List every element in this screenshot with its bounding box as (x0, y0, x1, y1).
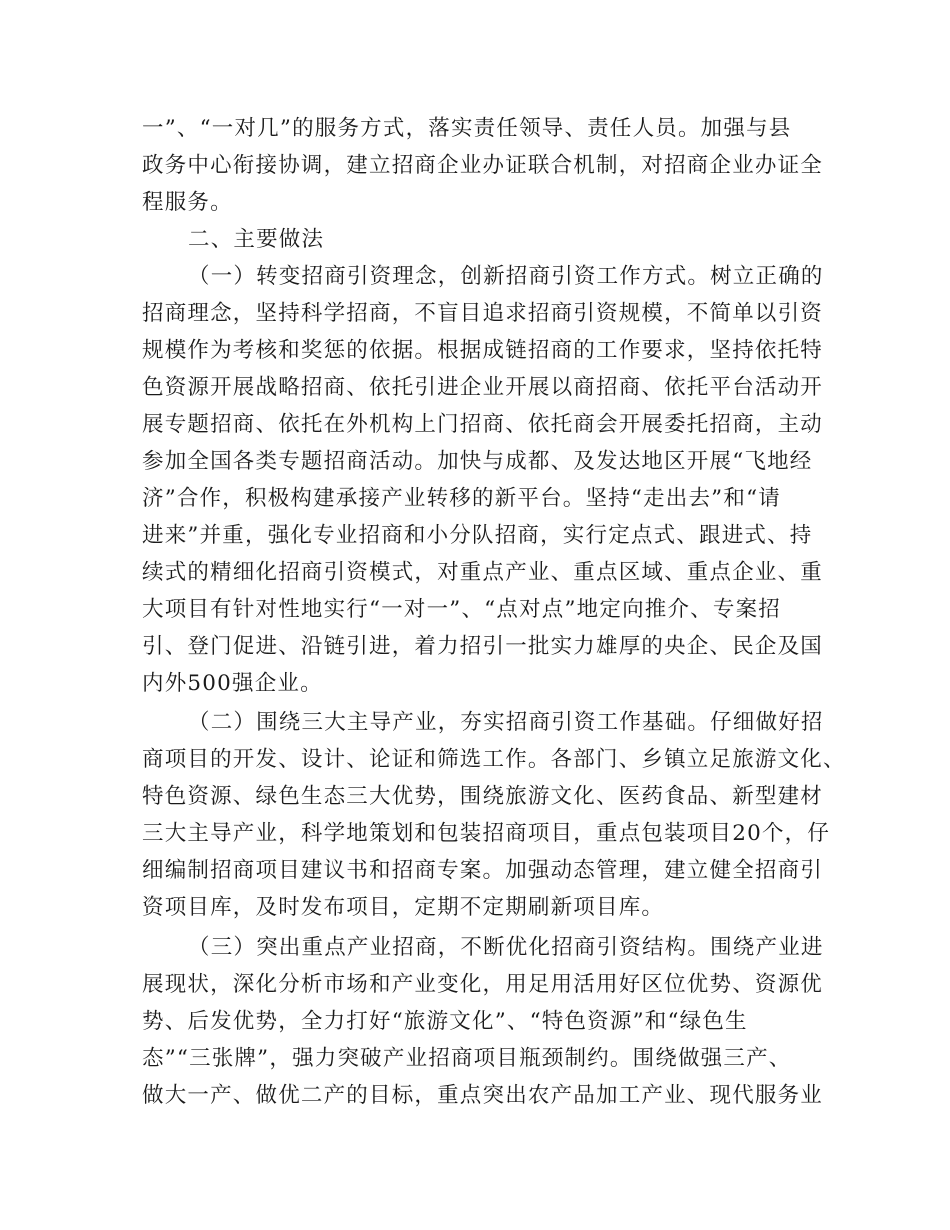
text-line: 续式的精细化招商引资模式，对重点产业、重点区域、重点企业、重 (142, 560, 824, 585)
text-line: 内外500强企业。 (142, 671, 323, 696)
text-line: 色资源开展战略招商、依托引进企业开展以商招商、依托平台活动开 (142, 375, 824, 400)
text-line: 细编制招商项目建议书和招商专案。加强动态管理，建立健全招商引 (142, 858, 824, 883)
text-line: 大项目有针对性地实行“一对一”、“点对点”地定向推介、专案招 (142, 597, 781, 622)
text-line: 引、登门促进、沿链引进，着力招引一批实力雄厚的央企、民企及国 (142, 634, 824, 659)
text-line: 规模作为考核和奖惩的依据。根据成链招商的工作要求，坚持依托特 (142, 338, 824, 363)
text-line: 一”、“一对几”的服务方式，落实责任领导、责任人员。加强与县 (142, 116, 792, 141)
paragraph-heading-line: （三）突出重点产业招商，不断优化招商引资结构。围绕产业进 (188, 935, 824, 960)
paragraph-heading-line: （二）围绕三大主导产业，夯实招商引资工作基础。仔细做好招 (188, 710, 824, 735)
text-line: 做大一产、做优二产的目标，重点突出农产品加工产业、现代服务业 (142, 1083, 824, 1108)
text-line: 进来”并重，强化专业招商和小分队招商，实行定点式、跟进式、持 (142, 523, 813, 548)
paragraph-heading-line: （一）转变招商引资理念，创新招商引资工作方式。树立正确的 (188, 264, 824, 289)
text-line: 政务中心衔接协调，建立招商企业办证联合机制，对招商企业办证全 (142, 153, 824, 178)
text-line: 特色资源、绿色生态三大优势，围绕旅游文化、医药食品、新型建材 (142, 784, 824, 809)
text-line: 展现状，深化分析市场和产业变化，用足用活用好区位优势、资源优 (142, 972, 824, 997)
text-line: 济”合作，积极构建承接产业转移的新平台。坚持“走出去”和“请 (142, 486, 781, 511)
text-line: 商项目的开发、设计、论证和筛选工作。各部门、乡镇立足旅游文化、 (142, 747, 846, 772)
text-line: 态”“三张牌”，强力突破产业招商项目瓶颈制约。围绕做强三产、 (142, 1046, 792, 1071)
text-line: 程服务。 (142, 190, 233, 215)
text-line: 势、后发优势，全力打好“旅游文化”、“特色资源”和“绿色生 (142, 1009, 748, 1034)
text-line: 资项目库，及时发布项目，定期不定期刷新项目库。 (142, 895, 665, 920)
section-heading: 二、主要做法 (188, 227, 325, 252)
text-line: 参加全国各类专题招商活动。加快与成都、及发达地区开展“飞地经 (142, 449, 813, 474)
text-line: 三大主导产业，科学地策划和包装招商项目，重点包装项目20个，仔 (142, 821, 831, 846)
text-line: 招商理念，坚持科学招商，不盲目追求招商引资规模，不简单以引资 (142, 301, 824, 326)
text-line: 展专题招商、依托在外机构上门招商、依托商会开展委托招商，主动 (142, 412, 824, 437)
